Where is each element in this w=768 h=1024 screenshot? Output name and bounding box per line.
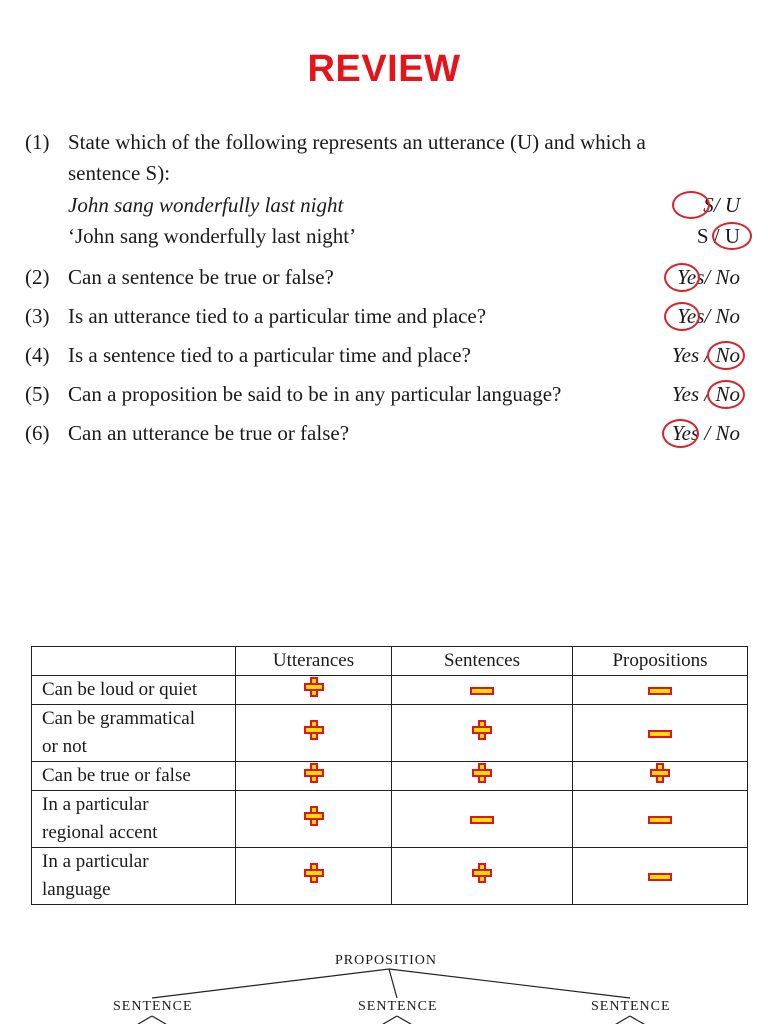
tree-edge bbox=[630, 1016, 654, 1024]
example-1-answer-row bbox=[0, 193, 768, 217]
cell-value bbox=[573, 705, 748, 762]
answer-circle bbox=[672, 191, 710, 219]
row-label-line: or not bbox=[42, 736, 87, 757]
answer-circle bbox=[712, 222, 752, 250]
cell-value bbox=[236, 705, 392, 762]
question-text: Is a sentence tied to a particular time and place? bbox=[68, 343, 471, 367]
tree-root-label: PROPOSITION bbox=[335, 953, 438, 968]
tree-edge bbox=[389, 969, 397, 998]
cell-value bbox=[573, 848, 748, 905]
row-label-line: Can be true or false bbox=[42, 765, 191, 786]
table-row bbox=[32, 705, 748, 762]
answer-options: Yes / No bbox=[671, 382, 740, 406]
row-label-line: In a particular bbox=[42, 794, 149, 815]
question-2 bbox=[0, 265, 768, 289]
plus-icon bbox=[304, 863, 324, 883]
tree-edge bbox=[152, 969, 389, 998]
cell-value bbox=[392, 705, 573, 762]
question-3 bbox=[0, 304, 768, 328]
row-label-line: Can be loud or quiet bbox=[42, 679, 198, 700]
table-header: Utterances bbox=[236, 647, 392, 676]
question-1 bbox=[0, 130, 768, 154]
question-number: (4) bbox=[25, 343, 50, 367]
table-row bbox=[32, 762, 748, 791]
question-1-continued bbox=[0, 161, 768, 185]
plus-icon bbox=[472, 863, 492, 883]
row-label-line: regional accent bbox=[42, 822, 158, 843]
answer-circle bbox=[707, 341, 745, 370]
answer-circle bbox=[664, 302, 700, 331]
row-label bbox=[32, 705, 236, 762]
tree-edge bbox=[389, 969, 630, 998]
cell-value bbox=[392, 676, 573, 705]
answer-circle bbox=[662, 419, 699, 448]
cell-value bbox=[236, 762, 392, 791]
tree-edge bbox=[152, 1016, 176, 1024]
plus-icon bbox=[304, 720, 324, 740]
table-row bbox=[32, 791, 748, 848]
row-label-line: In a particular bbox=[42, 851, 149, 872]
minus-icon bbox=[470, 816, 494, 824]
row-label bbox=[32, 762, 236, 791]
question-text-continued: sentence S): bbox=[68, 161, 171, 185]
question-number: (1) bbox=[25, 130, 50, 154]
plus-icon bbox=[304, 763, 324, 783]
question-text: Can a proposition be said to be in any particular language? bbox=[68, 382, 562, 406]
example-sentence-text: ‘John sang wonderfully last night’ bbox=[68, 224, 357, 248]
cell-value bbox=[392, 762, 573, 791]
example-2-answer-row bbox=[0, 224, 768, 248]
row-label bbox=[32, 848, 236, 905]
minus-icon bbox=[470, 687, 494, 695]
table-header bbox=[32, 647, 236, 676]
tree-child-label: SENTENCE bbox=[358, 999, 438, 1014]
question-4 bbox=[0, 343, 768, 367]
table-row bbox=[32, 676, 748, 705]
row-label bbox=[32, 676, 236, 705]
answer-circle bbox=[664, 263, 700, 292]
question-text: State which of the following represents an utterance (U) and which a bbox=[68, 130, 646, 154]
question-5 bbox=[0, 382, 768, 406]
minus-icon bbox=[648, 687, 672, 695]
row-label bbox=[32, 791, 236, 848]
row-label-line: language bbox=[42, 879, 111, 900]
answer-options: Yes/ No bbox=[677, 265, 740, 289]
question-number: (5) bbox=[25, 382, 50, 406]
table-header: Propositions bbox=[573, 647, 748, 676]
table-header-row bbox=[32, 647, 748, 676]
row-label-line: Can be grammatical bbox=[42, 708, 195, 729]
tree-child-label: SENTENCE bbox=[113, 999, 193, 1014]
cell-value bbox=[573, 676, 748, 705]
question-text: Can an utterance be true or false? bbox=[68, 421, 350, 445]
cell-value bbox=[392, 848, 573, 905]
cell-value bbox=[236, 676, 392, 705]
cell-value bbox=[573, 791, 748, 848]
table-row bbox=[32, 848, 748, 905]
plus-icon bbox=[650, 763, 670, 783]
question-number: (3) bbox=[25, 304, 50, 328]
answer-options: Yes/ No bbox=[677, 304, 740, 328]
plus-icon bbox=[472, 763, 492, 783]
minus-icon bbox=[648, 873, 672, 881]
question-number: (2) bbox=[25, 265, 50, 289]
comparison-table bbox=[31, 646, 748, 905]
minus-icon bbox=[648, 816, 672, 824]
answer-circle bbox=[707, 380, 745, 409]
cell-value bbox=[236, 848, 392, 905]
plus-icon bbox=[304, 806, 324, 826]
page-title: REVIEW bbox=[307, 48, 461, 90]
question-number: (6) bbox=[25, 421, 50, 445]
tree-edge bbox=[606, 1016, 630, 1024]
example-utterance-text: John sang wonderfully last night bbox=[68, 193, 344, 217]
question-6 bbox=[0, 421, 768, 445]
tree-edge bbox=[397, 1016, 421, 1024]
tree-edge bbox=[373, 1016, 397, 1024]
cell-value bbox=[392, 791, 573, 848]
plus-icon bbox=[304, 677, 324, 697]
answer-options: S / U bbox=[696, 224, 740, 248]
plus-icon bbox=[472, 720, 492, 740]
cell-value bbox=[573, 762, 748, 791]
answer-options: Yes / No bbox=[671, 421, 740, 445]
answer-options: S/ U bbox=[703, 193, 740, 217]
cell-value bbox=[236, 791, 392, 848]
tree-child-label: SENTENCE bbox=[591, 999, 671, 1014]
answer-options: Yes / No bbox=[671, 343, 740, 367]
table-header: Sentences bbox=[392, 647, 573, 676]
tree-edge bbox=[128, 1016, 152, 1024]
question-text: Can a sentence be true or false? bbox=[68, 265, 334, 289]
question-text: Is an utterance tied to a particular time and place? bbox=[68, 304, 487, 328]
minus-icon bbox=[648, 730, 672, 738]
